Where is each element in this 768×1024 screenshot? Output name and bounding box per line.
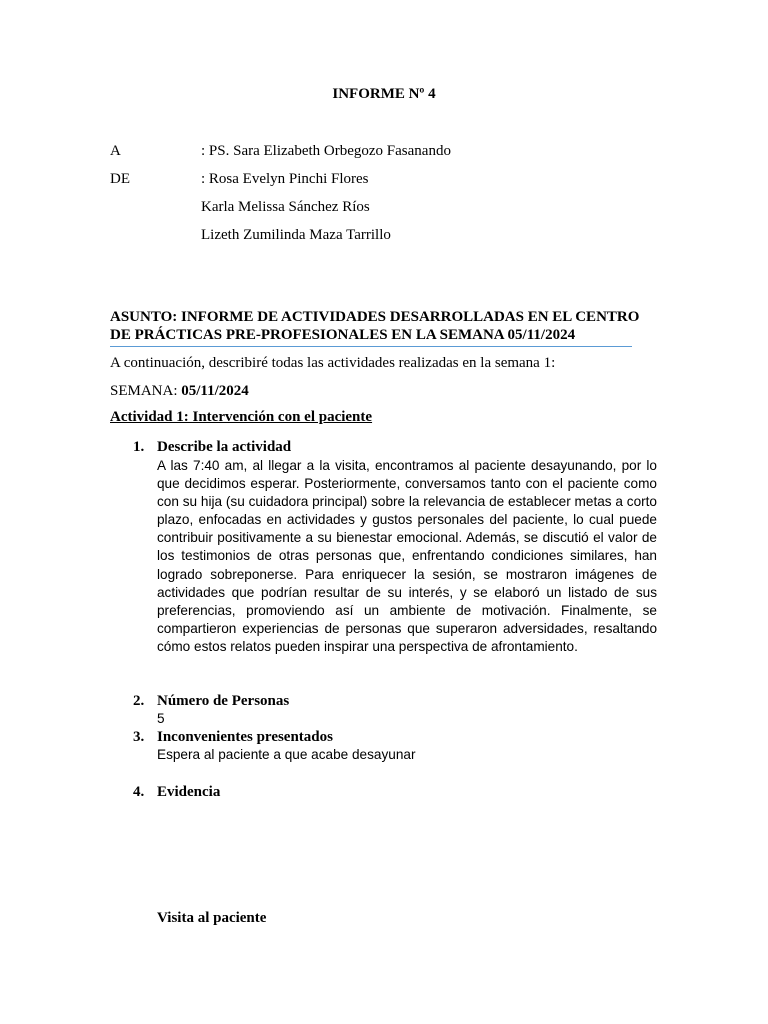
item-heading-3: Inconvenientes presentados (157, 729, 333, 745)
item-number-3: 3. (133, 729, 145, 745)
from-value-1: : Rosa Evelyn Pinchi Flores (201, 171, 369, 187)
from-value-3: Lizeth Zumilinda Maza Tarrillo (201, 227, 391, 243)
document-title: INFORME Nº 4 (332, 86, 436, 102)
from-value-2: Karla Melissa Sánchez Ríos (201, 199, 370, 215)
item-heading-4: Evidencia (157, 784, 221, 800)
evidence-caption: Visita al paciente (157, 910, 267, 926)
activity-description: A las 7:40 am, al llegar a la visita, encontramos al paciente desayunando, por lo que decidimos esperar. Posteriormente, conversamos tanto con el paciente como con su hija (su cuidadora principal) sobre la relevancia de establecer metas a corto plazo, enfocadas en actividades y gustos personales del paciente, lo cual puede contribuir positivamente a su bienestar emocional. Además, se discutió el valor de los testimonios de otras personas que, enfrentando condiciones similares, han logrado sobreponerse. Para enriquecer la sesión, se mostraron imágenes de actividades que podrían resultar de su interés, y se elaboró un listado de sus preferencias, promoviendo así un ambiente de motivación. Finalmente, se compartieron experiencias de personas que superaron adversidades, resaltando cómo estos relatos pueden inspirar una perspectiva de afrontamiento. (157, 458, 657, 654)
item-heading-1: Describe la actividad (157, 439, 292, 455)
activity-title: Actividad 1: Intervención con el paciente (110, 409, 373, 425)
from-label: DE (110, 171, 130, 187)
to-value: : PS. Sara Elizabeth Orbegozo Fasanando (201, 143, 451, 159)
subject-underline (110, 346, 632, 347)
week-line (110, 383, 249, 400)
intro-text: A continuación, describiré todas las actividades realizadas en la semana 1: (110, 355, 556, 371)
item-number-4: 4. (133, 784, 145, 800)
item-number-1: 1. (133, 439, 145, 455)
issues-text: Espera al paciente a que acabe desayunar (157, 747, 416, 762)
subject-heading: ASUNTO: INFORME DE ACTIVIDADES DESARROLLADAS EN EL CENTRO DE PRÁCTICAS PRE-PROFESIONALES EN LA SEMANA 05/11/2024 (110, 309, 640, 343)
item-number-2: 2. (133, 693, 145, 709)
week-label: SEMANA: (110, 383, 182, 399)
week-value: 05/11/2024 (181, 383, 249, 399)
to-label: A (110, 143, 121, 159)
people-count: 5 (157, 711, 165, 726)
item-heading-2: Número de Personas (157, 693, 290, 709)
